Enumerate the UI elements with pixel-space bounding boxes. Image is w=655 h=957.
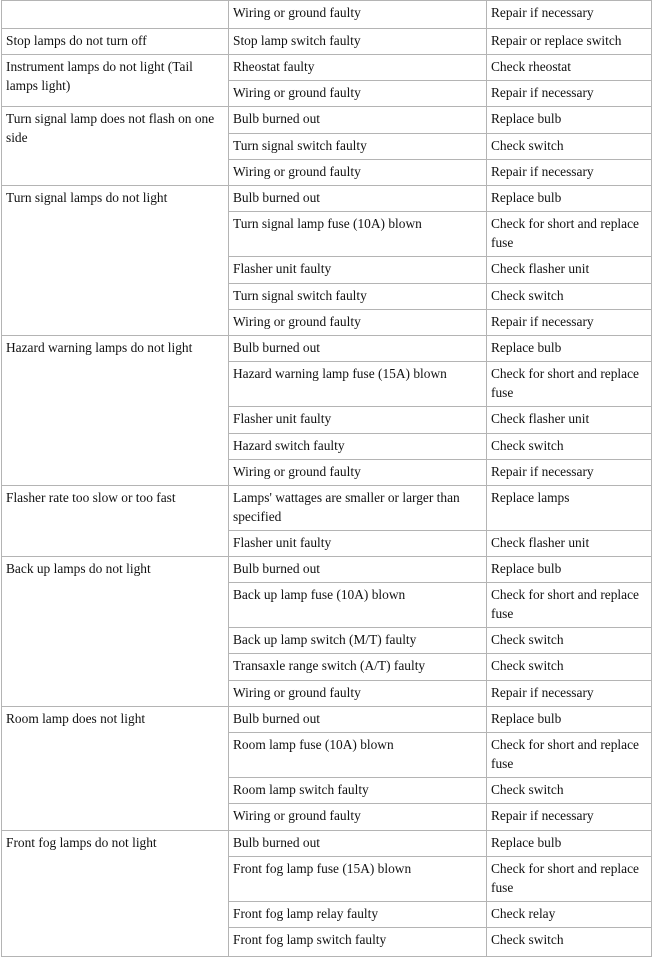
cause-cell: Flasher unit faulty (228, 256, 487, 284)
cause-cell: Lamps' wattages are smaller or larger than specified (228, 485, 487, 531)
remedy-cell: Repair if necessary (486, 680, 652, 707)
remedy-cell: Replace lamps (486, 485, 652, 531)
cause-cell: Hazard warning lamp fuse (15A) blown (228, 361, 487, 407)
symptom-cell: Back up lamps do not light (1, 556, 229, 707)
symptom-cell: Turn signal lamp does not flash on one side (1, 106, 229, 186)
remedy-cell: Repair if necessary (486, 803, 652, 831)
remedy-cell: Check switch (486, 927, 652, 957)
symptom-cell: Flasher rate too slow or too fast (1, 485, 229, 557)
remedy-cell: Check rheostat (486, 54, 652, 81)
cause-cell: Bulb burned out (228, 556, 487, 583)
cause-cell: Front fog lamp fuse (15A) blown (228, 856, 487, 902)
remedy-cell: Check for short and replace fuse (486, 856, 652, 902)
cause-cell: Turn signal switch faulty (228, 133, 487, 160)
cause-cell: Wiring or ground faulty (228, 0, 487, 29)
remedy-cell: Check switch (486, 433, 652, 460)
cause-cell: Transaxle range switch (A/T) faulty (228, 653, 487, 681)
symptom-cell: Turn signal lamps do not light (1, 185, 229, 336)
symptom-cell: Room lamp does not light (1, 706, 229, 831)
cause-cell: Bulb burned out (228, 185, 487, 212)
remedy-cell: Check for short and replace fuse (486, 361, 652, 407)
cause-cell: Wiring or ground faulty (228, 803, 487, 831)
remedy-cell: Repair if necessary (486, 159, 652, 186)
cause-cell: Flasher unit faulty (228, 406, 487, 434)
remedy-cell: Repair if necessary (486, 0, 652, 29)
symptom-cell: Front fog lamps do not light (1, 830, 229, 957)
remedy-cell: Replace bulb (486, 706, 652, 733)
cause-cell: Turn signal switch faulty (228, 283, 487, 310)
symptom-cell: Stop lamps do not turn off (1, 28, 229, 55)
cause-cell: Bulb burned out (228, 335, 487, 362)
cause-cell: Front fog lamp relay faulty (228, 901, 487, 928)
remedy-cell: Repair or replace switch (486, 28, 652, 55)
cause-cell: Wiring or ground faulty (228, 80, 487, 107)
remedy-cell: Check flasher unit (486, 530, 652, 557)
remedy-cell: Check for short and replace fuse (486, 582, 652, 628)
cause-cell: Back up lamp fuse (10A) blown (228, 582, 487, 628)
cause-cell: Bulb burned out (228, 830, 487, 857)
cause-cell: Hazard switch faulty (228, 433, 487, 460)
remedy-cell: Check for short and replace fuse (486, 211, 652, 257)
remedy-cell: Check switch (486, 777, 652, 804)
cause-cell: Back up lamp switch (M/T) faulty (228, 627, 487, 654)
remedy-cell: Repair if necessary (486, 459, 652, 486)
remedy-cell: Check switch (486, 653, 652, 681)
cause-cell: Rheostat faulty (228, 54, 487, 81)
cause-cell: Room lamp fuse (10A) blown (228, 732, 487, 778)
symptom-cell: Instrument lamps do not light (Tail lamps light) (1, 54, 229, 107)
remedy-cell: Replace bulb (486, 106, 652, 134)
cause-cell: Wiring or ground faulty (228, 159, 487, 186)
cause-cell: Wiring or ground faulty (228, 459, 487, 486)
cause-cell: Turn signal lamp fuse (10A) blown (228, 211, 487, 257)
remedy-cell: Check relay (486, 901, 652, 928)
remedy-cell: Replace bulb (486, 830, 652, 857)
cause-cell: Room lamp switch faulty (228, 777, 487, 804)
symptom-cell (1, 0, 229, 29)
remedy-cell: Check flasher unit (486, 406, 652, 434)
remedy-cell: Check switch (486, 627, 652, 654)
cause-cell: Bulb burned out (228, 106, 487, 134)
cause-cell: Stop lamp switch faulty (228, 28, 487, 55)
remedy-cell: Check for short and replace fuse (486, 732, 652, 778)
remedy-cell: Replace bulb (486, 556, 652, 583)
remedy-cell: Replace bulb (486, 335, 652, 362)
cause-cell: Wiring or ground faulty (228, 309, 487, 336)
symptom-cell: Hazard warning lamps do not light (1, 335, 229, 486)
cause-cell: Wiring or ground faulty (228, 680, 487, 707)
remedy-cell: Replace bulb (486, 185, 652, 212)
remedy-cell: Check switch (486, 133, 652, 160)
cause-cell: Front fog lamp switch faulty (228, 927, 487, 957)
cause-cell: Bulb burned out (228, 706, 487, 733)
remedy-cell: Check switch (486, 283, 652, 310)
remedy-cell: Check flasher unit (486, 256, 652, 284)
remedy-cell: Repair if necessary (486, 80, 652, 107)
remedy-cell: Repair if necessary (486, 309, 652, 336)
cause-cell: Flasher unit faulty (228, 530, 487, 557)
